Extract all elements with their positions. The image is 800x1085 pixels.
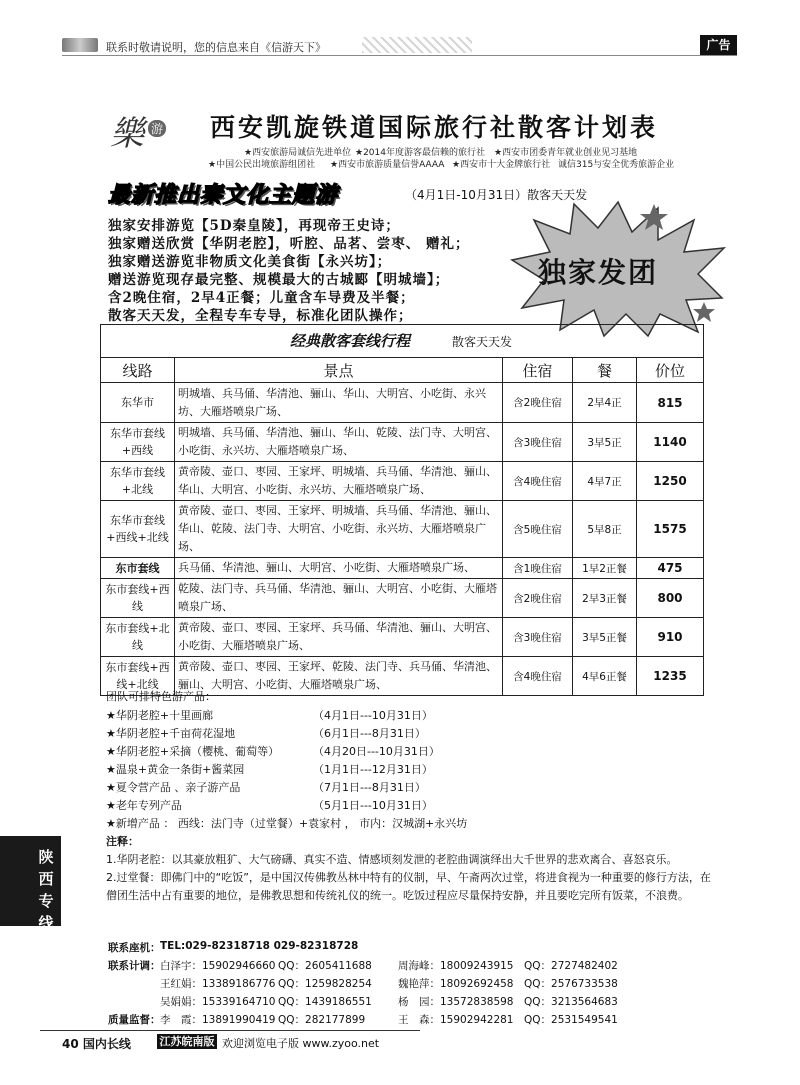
spots-cell: 黄帝陵、壶口、枣园、王家坪、乾陵、法门寺、兵马俑、华清池、骊山、大明宫、小吃街、大雁塔喷泉广场、 [175,657,503,696]
product-name: ★温泉+黄金一条街+酱菜园 [106,763,245,776]
product-date: （5月1日---10月31日） [313,799,433,812]
phone-label: 联系座机： [108,942,161,954]
price-cell: 1575 [637,501,704,558]
contact-name: 王红娟：13389186776 [160,978,276,990]
spots-cell: 黄帝陵、壶口、枣园、王家坪、明城墙、兵马俑、华清池、骊山、华山、大明宫、小吃街、永兴坊、大雁塔喷泉广场、 [175,462,503,501]
logo-glyph: 樂 [110,114,144,154]
highlight-line: 独家安排游览【5D秦皇陵】，再现帝王史诗； [108,218,400,234]
exclusive-badge-text: 独家发团 [538,256,659,289]
contact-name: 吴娟娟：15339164710 [160,996,276,1008]
route-cell: 东华市套线+西线 [101,423,175,462]
column-header: 餐 [573,358,637,383]
footer-divider [40,1030,420,1031]
stay-cell: 含3晚住宿 [503,618,573,657]
route-cell: 东华市套线+北线 [101,462,175,501]
contact-qq: QQ：2531549541 [524,1014,618,1026]
product-name: ★华阴老腔+采摘（樱桃、葡萄等） [106,745,280,758]
header-notice: 联系时敬请说明，您的信息来自《信游天下》 [106,41,326,54]
spots-cell: 明城墙、兵马俑、华清池、骊山、华山、乾陵、法门寺、大明宫、小吃街、永兴坊、大雁塔喷泉广场、 [175,423,503,462]
header-pattern [362,37,472,53]
phone-number: TEL:029-82318718 029-82318728 [160,940,359,952]
routes-table [100,357,704,696]
price-cell: 800 [637,579,704,618]
contact-qq: QQ：3213564683 [524,996,618,1008]
stay-cell: 含1晚住宿 [503,558,573,579]
column-header: 线路 [101,358,175,383]
product-date: （7月1日---8月31日） [313,781,426,794]
meal-cell: 4早6正餐 [573,657,637,696]
quality-label: 质量监督： [108,1014,161,1026]
credential: ★西安市十大金牌旅行社 [452,160,551,170]
contact-name: 杨 园：13572838598 [398,996,514,1008]
logo-sub: 游 [148,120,166,137]
theme-date: （4月1日-10月31日）散客天天发 [405,188,588,202]
notes-title: 注释： [106,835,139,848]
publication-logo [62,38,98,52]
page-number: 40 国内长线 [62,1037,131,1051]
product-name: ★华阴老腔+十里画廊 [106,709,214,722]
meal-cell: 2早3正餐 [573,579,637,618]
contact-name: 王 森：15902942281 [398,1014,514,1026]
edition-tag: 江苏皖南版 [157,1034,217,1049]
price-cell: 1250 [637,462,704,501]
contact-name: 魏艳萍：18092692458 [398,978,514,990]
contact-name: 李 霞：13891990419 [160,1014,276,1026]
meal-cell: 2早4正 [573,383,637,423]
spots-cell: 黄帝陵、壶口、枣园、王家坪、兵马俑、华清池、骊山、大明宫、小吃街、大雁塔喷泉广场、 [175,618,503,657]
agency-logo [110,106,182,162]
page-title: 西安凯旋铁道国际旅行社散客计划表 [210,113,659,142]
table-header-row [101,358,704,383]
column-header: 住宿 [503,358,573,383]
route-cell: 东华市 [101,383,175,423]
route-cell: 东市套线+北线 [101,618,175,657]
star-icon [693,302,715,322]
credential: ★2014年度游客最信赖的旅行社 [355,148,485,158]
product-name: ★老年专列产品 [106,799,182,812]
highlight-line: 独家赠送游览非物质文化美食街【永兴坊】； [108,254,392,270]
side-tab [0,836,61,932]
contact-qq: QQ：2727482402 [524,960,618,972]
product-date: （4月20日---10月31日） [313,745,440,758]
table-row [101,501,704,558]
credential: ★中国公民出境旅游组团社 [208,160,316,170]
highlight-line: 赠送游览现存最完整、规模最大的古城郾【明城墙】； [108,272,450,288]
spots-cell: 明城墙、兵马俑、华清池、骊山、华山、大明宫、小吃街、永兴坊、大雁塔喷泉广场、 [175,383,503,423]
price-cell: 815 [637,383,704,423]
stay-cell: 含2晚住宿 [503,383,573,423]
credential: ★西安市旅游质量信誉AAAA [330,160,445,170]
contact-qq: QQ：2605411688 [278,960,372,972]
product-date: （1月1日---12月31日） [313,763,433,776]
spots-cell: 黄帝陵、壶口、枣园、王家坪、明城墙、兵马俑、华清池、骊山、华山、乾陵、法门寺、大明宫、小吃街、永兴坊、大雁塔喷泉广场、 [175,501,503,558]
planner-label: 联系计调： [108,960,161,972]
footer-url: 欢迎浏览电子版 www.zyoo.net [222,1037,380,1050]
column-header: 价位 [637,358,704,383]
price-cell: 910 [637,618,704,657]
meal-cell: 1早2正餐 [573,558,637,579]
meal-cell: 4早7正 [573,462,637,501]
stay-cell: 含2晚住宿 [503,579,573,618]
stay-cell: 含5晚住宿 [503,501,573,558]
credential: ★西安旅游局诚信先进单位 [244,148,352,158]
credential: 诚信315与安全优秀旅游企业 [558,160,675,170]
product-name: ★夏令营产品 、亲子游产品 [106,781,241,794]
meal-cell: 3早5正餐 [573,618,637,657]
contact-name: 周海峰：18009243915 [398,960,514,972]
contact-qq: QQ：1439186551 [278,996,372,1008]
stay-cell: 含4晚住宿 [503,657,573,696]
theme-subtitle: 最新推出秦文化主题游 [108,183,339,208]
product-date: （6月1日---8月31日） [313,727,426,740]
product-date: （4月1日---10月31日） [313,709,433,722]
route-cell: 东市套线+西线 [101,579,175,618]
route-cell: 东市套线 [101,558,175,579]
table-row [101,618,704,657]
spots-cell: 乾陵、法门寺、兵马俑、华清池、骊山、大明宫、小吃街、大雁塔喷泉广场、 [175,579,503,618]
side-tab-label: 陕西专线 [38,848,54,932]
meal-cell: 3早5正 [573,423,637,462]
table-title-note: 散客天天发 [452,335,513,349]
stay-cell: 含4晚住宿 [503,462,573,501]
contact-name: 白泽宇：15902946660 [160,960,276,972]
ad-label: 广告 [700,35,737,55]
note-item: 2.过堂餐：即佛门中的“吃饭”，是中国汉传佛教丛林中特有的仪制，早、午斋两次过堂，将进食视为一种重要的修行方法，在僧团生活中占有重要的地位，是佛教思想和传统礼仪的统一。吃饭过程应尽量保持安静，并且要吃完所有饭菜，不浪费。 [106,871,711,902]
table-row [101,462,704,501]
table-row [101,558,704,579]
table-row [101,383,704,423]
spots-cell: 兵马俑、华清池、骊山、大明宫、小吃街、大雁塔喷泉广场、 [175,558,503,579]
price-cell: 1140 [637,423,704,462]
meal-cell: 5早8正 [573,501,637,558]
contact-qq: QQ：2576733538 [524,978,618,990]
table-row [101,423,704,462]
highlight-line: 独家赠送欣赏【华阴老腔】，听腔、品茗、尝枣、 赠礼； [108,236,470,252]
price-cell: 475 [637,558,704,579]
stay-cell: 含3晚住宿 [503,423,573,462]
column-header: 景点 [175,358,503,383]
products-title: 团队可排特色游产品： [106,690,216,703]
table-row [101,579,704,618]
credential: ★西安市团委青年就业创业见习基地 [494,148,638,158]
note-item: 1.华阴老腔：以其豪放粗犷、大气磅礴、真实不造、情感顷刻发泄的老腔曲调演绎出大千世界的悲欢离合、喜怒哀乐。 [106,853,678,866]
table-title: 经典散客套线行程 [290,332,411,350]
contact-qq: QQ：282177899 [278,1014,366,1026]
new-products: ★新增产品 ： 西线：法门寺（过堂餐）+袁家村 ， 市内：汉城湖+永兴坊 [106,817,468,830]
page-header [62,37,737,56]
product-name: ★华阴老腔+千亩荷花湿地 [106,727,236,740]
contact-qq: QQ：1259828254 [278,978,372,990]
highlight-line: 含2晚住宿，2早4正餐；儿童含车导费及半餐； [108,290,415,306]
price-cell: 1235 [637,657,704,696]
route-cell: 东市套线+西线+北线 [101,657,175,696]
highlight-line: 散客天天发，全程专车专导，标准化团队操作； [108,308,413,324]
route-cell: 东华市套线+西线+北线 [101,501,175,558]
